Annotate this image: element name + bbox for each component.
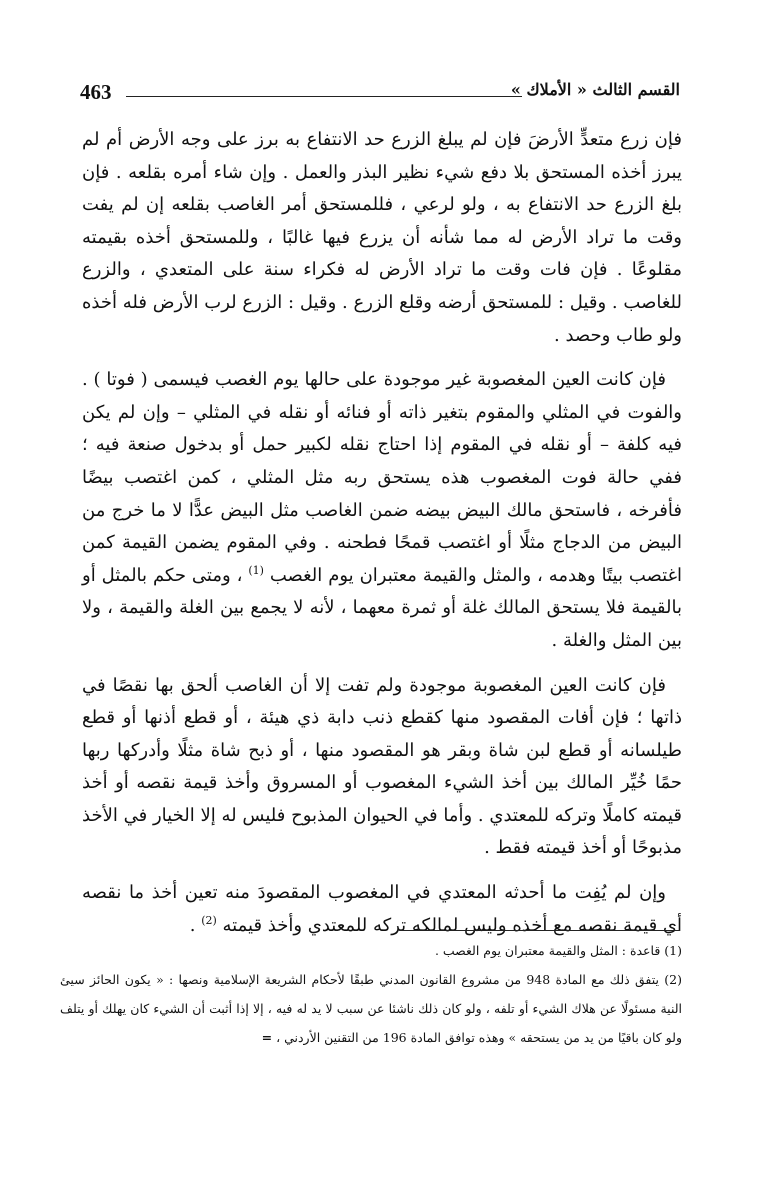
footnote-1: (1) قاعدة : المثل والقيمة معتبران يوم الغصب .: [434, 943, 682, 958]
paragraph-4-end: .: [189, 914, 196, 936]
main-text: [82, 124, 682, 954]
paragraph-3: فإن كانت العين المغصوبة موجودة ولم تفت إلا أن الغاصب ألحق بها نقصًا في ذاتها ؛ فإن أفات المقصود منها كقطع ذنب دابة ذي هيئة ، أو قطع أذنها أو قطع طيلسانه أو قطع لبن شاة وبقر هو المقصود منها ، أو ذبح شاة مثلًا وأدركها ربها حمًا خُيِّر المالك بين أخذ الشيء المغصوب أو المسروق وأخذ قيمة نقصه أو أخذ قيمته كاملًا وتركه للمعتدي . وأما في الحيوان المذبوح فليس له إلا الخيار في الأخذ مذبوحًا أو أخذ قيمته فقط .: [82, 674, 682, 859]
paragraph-4-text: وإن لم يُفِت ما أحدثه المعتدي في المغصوب المقصودَ منه تعين أخذ ما نقصه أي قيمة نقصه مع أخذه وليس لمالكه تركه للمعتدي وأخذ قيمته: [82, 882, 682, 936]
footnote-rule: [400, 930, 680, 931]
footnote-2-text: (2) يتفق ذلك مع المادة 948 من مشروع القانون المدني طبقًا لأحكام الشريعة الإسلامية ونصها : « يكون الحائز سيئ النية مسئولًا عن هلاك الشيء أو تلفه ، ولو كان ذلك ناشئا عن سبب لا يد له فيه ، إلا إذا أثبت أن الشيء كان يهلك أو يتلف ولو كان باقيًا من يد من يستحقه » وهذه توافق المادة 196 من التقنين الأردني ،: [60, 972, 682, 1045]
paragraph-4: [82, 877, 682, 942]
running-title: القسم الثالث « الأملاك »: [510, 80, 680, 99]
footnote-ref-2: (2): [201, 913, 217, 927]
page-number: 463: [80, 80, 112, 104]
paragraph-2-text: فإن كانت العين المغصوبة غير موجودة على حالها يوم الغصب فيسمى ( فوتا ) . والفوت في المثلي والمقوم بتغير ذاته أو فنائه أو نقله في المثلي – وإن لم يكن فيه كلفة – أو نقله في المقوم إذا احتاج نقله لكبير حمل أو بدخول صنعة فيه ؛ ففي حالة فوت المغصوب هذه يستحق ربه مثل المثلي ، كمن اغتصب بيضًا فأفرخه ، فاستحق مالك البيض بيضه ضمن الغاصب مثل البيض عدًّا لا ما خرج من البيض من الدجاج مثلًا أو اغتصب قمحًا فطحنه . وفي المقوم يضمن القيمة كمن اغتصب بيتًا وهدمه ، والمثل والقيمة معتبران يوم الغصب: [82, 369, 682, 586]
page-header: [80, 80, 680, 114]
paragraph-1: فإن زرع متعدٍّ الأرضَ فإن لم يبلغ الزرع حد الانتفاع به برز على وجه الأرض أم لم يبرز أخذه المستحق بلا دفع شيء نظير البذر والعمل . وإن شاء أمره بقلعه . فإن بلغ الزرع حد الانتفاع به ، ولو لرعي ، فللمستحق أمر الغاصب بقلعه إن لم يفت وقت ما تراد الأرض له مما شأنه أن يزرع فيها غالبًا ، وللمستحق أخذه بقيمته مقلوعًا . فإن فات وقت ما تراد الأرض له فكراء سنة على المتعدي ، والزرع للغاصب . وقيل : للمستحق أرضه وقلع الزرع . وقيل : الزرع لرب الأرض فله أخذه ولو طاب وحصد .: [82, 129, 682, 346]
paragraph-2: [82, 364, 682, 657]
footnote-ref-1: (1): [248, 563, 264, 577]
continuation-mark: =: [261, 1030, 273, 1045]
paragraph-2-text-cont: ، ومتى حكم بالمثل أو بالقيمة فلا يستحق المالك غلة أو ثمرة معهما ، لأنه لا يجمع بين الغلة والقيمة ، ولا بين المثل والغلة .: [82, 564, 682, 651]
footnotes: [60, 936, 682, 1052]
footnote-2: [60, 965, 682, 1052]
header-rule: [126, 96, 522, 97]
